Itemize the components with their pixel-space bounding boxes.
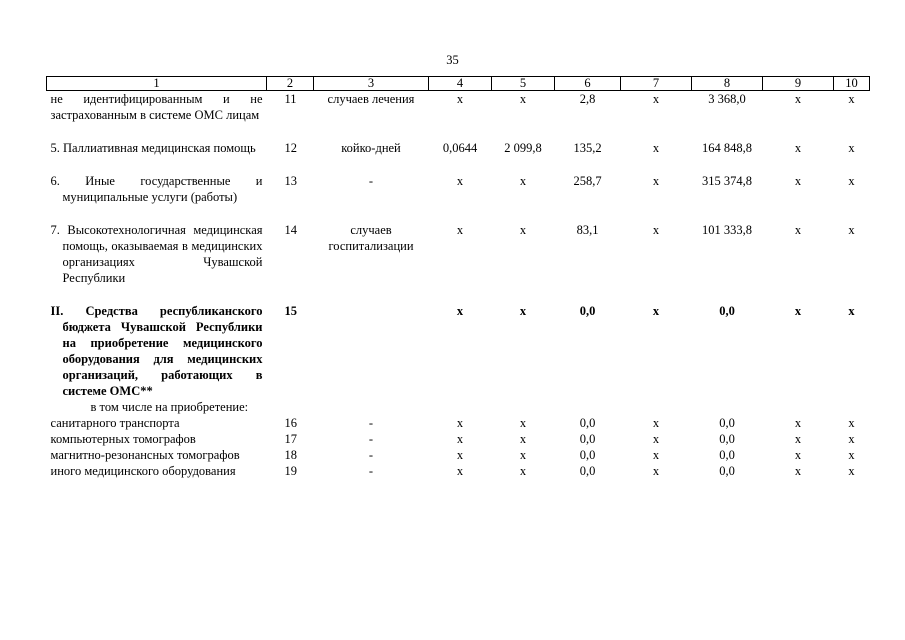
row-code: 14 [284, 223, 297, 237]
cell: х [652, 432, 660, 446]
cell: х [794, 416, 802, 430]
cell: х [848, 223, 855, 237]
cell: х [456, 432, 464, 446]
row-name: иного медицинского оборудования [50, 464, 236, 478]
cell: 0,0 [579, 304, 596, 318]
cell: х [794, 304, 802, 318]
cell: х [848, 304, 855, 318]
cell: х [519, 432, 527, 446]
row-code: 17 [284, 432, 297, 446]
cell: х [456, 464, 464, 478]
table-header [47, 77, 870, 91]
row-code: 11 [284, 92, 297, 106]
cell: 0,0 [579, 432, 596, 446]
column-header: 5 [492, 77, 555, 91]
cell: х [848, 464, 855, 478]
cell: х [794, 448, 802, 462]
table-row [47, 463, 870, 479]
row-name: 7. Высокотехнологичная медицинская помощь, оказываемая в медицинских организациях Чувашской Республики [50, 223, 263, 285]
cell: х [456, 174, 464, 188]
row-name: в том числе на приобретение: [90, 400, 249, 414]
cell: 258,7 [573, 174, 602, 188]
cell: х [794, 432, 802, 446]
row-code: 12 [284, 141, 297, 155]
row-unit: - [368, 432, 374, 446]
row-name: санитарного транспорта [50, 416, 180, 430]
column-header: 3 [314, 77, 429, 91]
row-unit: - [368, 448, 374, 462]
page-number: 35 [446, 53, 459, 67]
cell: х [519, 174, 527, 188]
cell: 2 099,8 [504, 141, 542, 155]
cell: х [848, 448, 855, 462]
cell: х [652, 92, 660, 106]
row-unit: койко-дней [341, 141, 401, 155]
cell: х [652, 174, 660, 188]
row-code: 15 [284, 304, 297, 318]
cell: 164 848,8 [702, 141, 752, 155]
row-code: 13 [284, 174, 297, 188]
cell: х [456, 92, 464, 106]
cell: х [848, 174, 855, 188]
data-table [46, 76, 870, 479]
cell: х [794, 141, 802, 155]
row-unit: - [368, 174, 374, 188]
table-row [47, 173, 870, 222]
row-code: 18 [284, 448, 297, 462]
row-unit: - [368, 416, 374, 430]
cell: х [519, 448, 527, 462]
table-row [47, 303, 870, 399]
table-row [47, 447, 870, 463]
table-row [47, 431, 870, 447]
column-header: 1 [47, 77, 267, 91]
row-unit [314, 303, 429, 399]
cell: 0,0 [579, 416, 596, 430]
cell: 0,0 [719, 448, 735, 462]
row-name: II. Средства республиканского бюджета Чувашской Республики на приобретение медицинского оборудования для медицинских организаций, работающих в системе ОМС** [50, 304, 263, 398]
column-header: 4 [429, 77, 492, 91]
cell: х [519, 416, 527, 430]
cell: х [456, 304, 464, 318]
row-name: магнитно-резонансных томографов [50, 448, 240, 462]
cell: х [456, 223, 464, 237]
cell: х [794, 92, 802, 106]
row-name: компьютерных томографов [50, 432, 196, 446]
cell: 2,8 [579, 92, 596, 106]
table-row [47, 399, 870, 415]
column-header: 7 [621, 77, 692, 91]
row-name: 5. Паллиативная медицинская помощь [50, 141, 256, 155]
cell: 0,0 [719, 464, 735, 478]
cell: х [519, 223, 527, 237]
cell: х [652, 304, 660, 318]
row-name: 6. Иные государственные и муниципальные услуги (работы) [50, 174, 263, 204]
cell: 0,0 [579, 464, 596, 478]
column-header: 10 [834, 77, 870, 91]
row-code: 16 [284, 416, 297, 430]
column-header: 2 [267, 77, 314, 91]
cell: х [519, 464, 527, 478]
table-row [47, 222, 870, 303]
table-row [47, 140, 870, 173]
table-row [47, 91, 870, 141]
column-header: 6 [555, 77, 621, 91]
row-unit: - [368, 464, 374, 478]
cell: 135,2 [573, 141, 602, 155]
column-header: 9 [763, 77, 834, 91]
cell: х [848, 92, 855, 106]
cell: х [848, 141, 855, 155]
cell: 83,1 [576, 223, 599, 237]
cell: 0,0 [719, 416, 735, 430]
cell: х [652, 141, 660, 155]
row-unit: случаев госпитализации [328, 223, 414, 253]
cell: х [652, 223, 660, 237]
row-code: 19 [284, 464, 297, 478]
cell: х [456, 448, 464, 462]
cell: х [652, 448, 660, 462]
cell: х [848, 432, 855, 446]
cell: 315 374,8 [702, 174, 752, 188]
cell: х [794, 223, 802, 237]
cell: 0,0 [579, 448, 596, 462]
row-unit: случаев лечения [327, 92, 415, 106]
cell: 101 333,8 [702, 223, 752, 237]
cell: х [519, 92, 527, 106]
cell: х [652, 464, 660, 478]
cell: х [794, 174, 802, 188]
table-row [47, 415, 870, 431]
cell: 3 368,0 [708, 92, 746, 106]
row-name: не идентифицированным и не застрахованным в системе ОМС лицам [50, 92, 263, 122]
cell: 0,0 [719, 432, 735, 446]
cell: х [652, 416, 660, 430]
column-header: 8 [692, 77, 763, 91]
cell: х [794, 464, 802, 478]
cell: 0,0644 [442, 141, 478, 155]
cell: х [848, 416, 855, 430]
cell: х [456, 416, 464, 430]
cell: х [519, 304, 527, 318]
cell: 0,0 [719, 304, 735, 318]
